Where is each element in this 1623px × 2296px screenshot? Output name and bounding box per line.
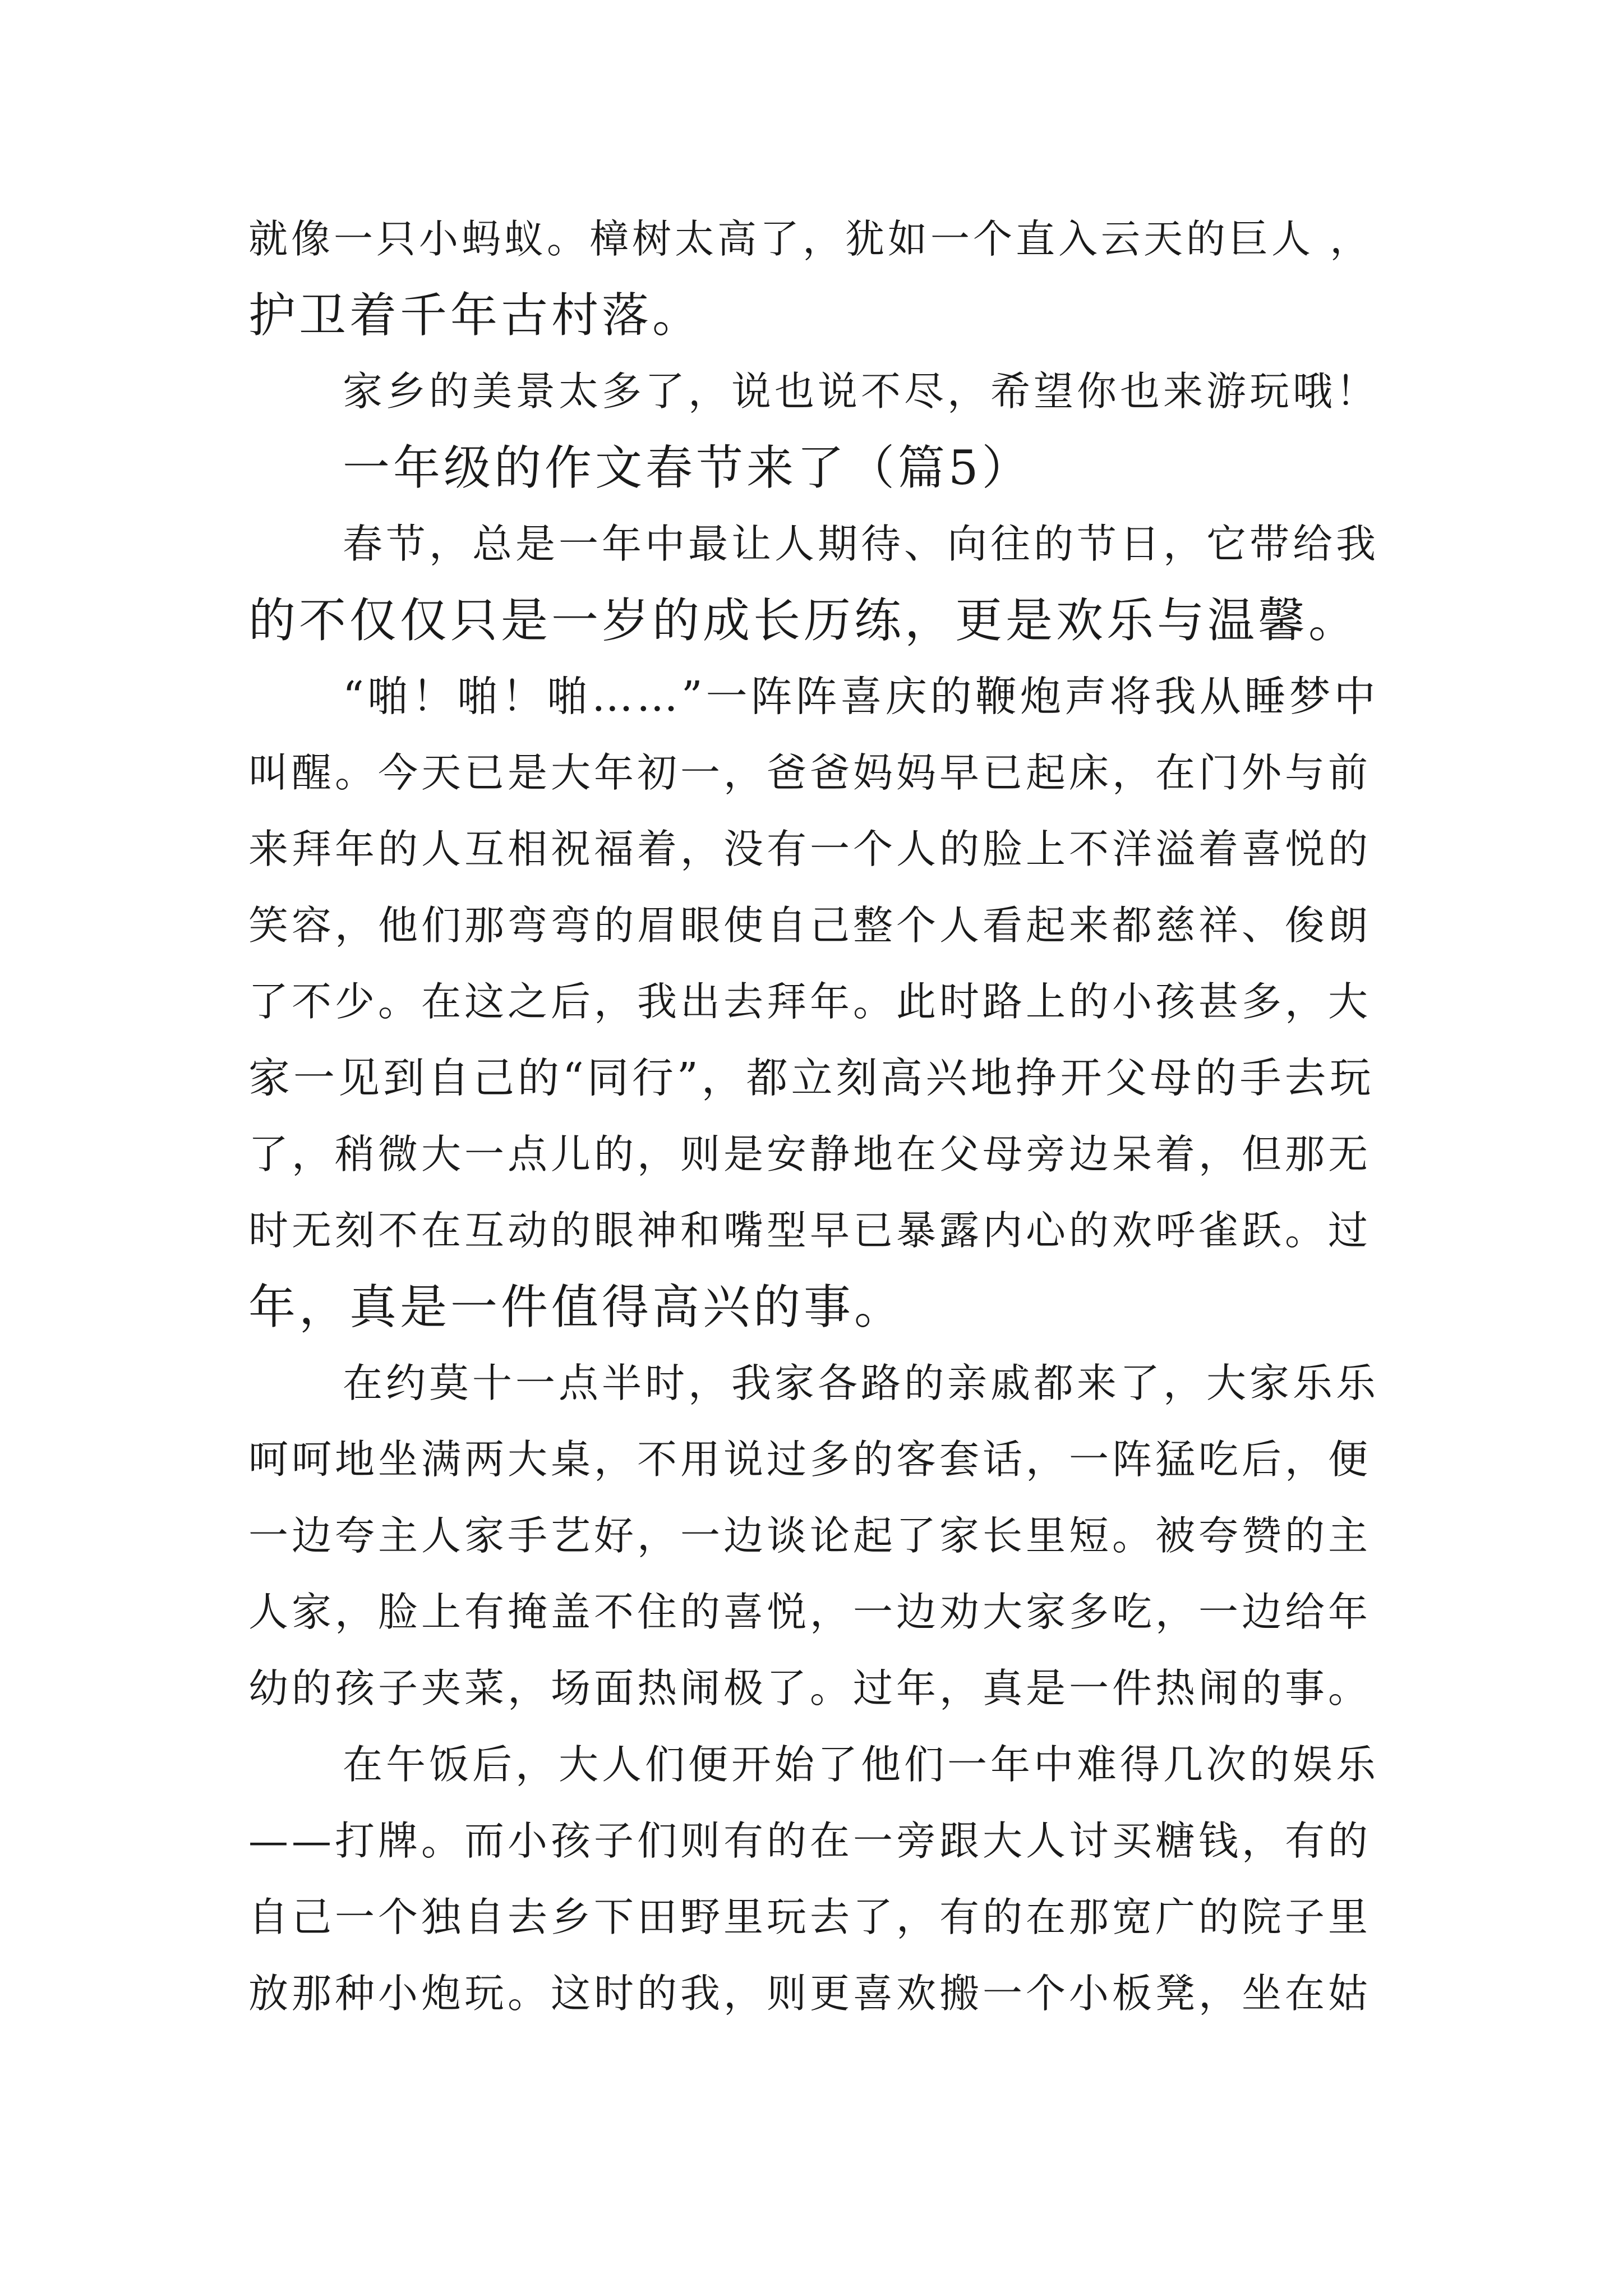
text-line: 在约莫十一点半时，我家各路的亲戚都来了，大家乐乐 xyxy=(343,1360,1380,1406)
text-line: 了，稍微大一点儿的，则是安静地在父母旁边呆着，但那无 xyxy=(248,1131,1372,1177)
text-line: 放那种小炮玩。这时的我，则更喜欢搬一个小板凳，坐在姑 xyxy=(248,1970,1372,2017)
text-line: 家乡的美景太多了，说也说不尽，希望你也来游玩哦！ xyxy=(343,368,1380,415)
text-line: 笑容，他们那弯弯的眉眼使自己整个人看起来都慈祥、俊朗 xyxy=(248,902,1372,949)
text-line: 家一见到自己的“同行”，都立刻高兴地挣开父母的手去玩 xyxy=(248,1054,1375,1102)
text-line: 的不仅仅只是一岁的成长历练，更是欢乐与温馨。 xyxy=(248,593,1359,648)
text-line: 幼的孩子夹菜，场面热闹极了。过年，真是一件热闹的事。 xyxy=(248,1665,1372,1711)
text-line: 了不少。在这之后，我出去拜年。此时路上的小孩甚多，大 xyxy=(248,978,1372,1025)
essay-body xyxy=(248,201,1381,2032)
section-heading: 一年级的作文春节来了（篇5） xyxy=(343,440,1032,495)
text-line: 叫醒。今天已是大年初一，爸爸妈妈早已起床，在门外与前 xyxy=(248,749,1372,796)
text-line: 来拜年的人互相祝福着，没有一个人的脸上不洋溢着喜悦的 xyxy=(248,826,1372,872)
text-line: 人家，脸上有掩盖不住的喜悦，一边劝大家多吃，一边给年 xyxy=(248,1589,1372,1635)
text-line: ——打牌。而小孩子们则有的在一旁跟大人讨买糖钱，有的 xyxy=(248,1818,1372,1864)
text-line: 时无刻不在互动的眼神和嘴型早已暴露内心的欢呼雀跃。过 xyxy=(248,1207,1372,1254)
text-line: 一边夸主人家手艺好，一边谈论起了家长里短。被夸赞的主 xyxy=(248,1512,1372,1559)
text-line: 年，真是一件值得高兴的事。 xyxy=(248,1280,905,1335)
text-line: 春节，总是一年中最让人期待、向往的节日，它带给我 xyxy=(343,521,1380,567)
text-line: 呵呵地坐满两大桌，不用说过多的客套话，一阵猛吃后，便 xyxy=(248,1436,1372,1483)
text-line: 自己一个独自去乡下田野里玩去了，有的在那宽广的院子里 xyxy=(248,1894,1372,1940)
text-line: 就像一只小蚂蚁。樟树太高了，犹如一个直入云天的巨人 ， xyxy=(248,216,1373,262)
text-line: 在午饭后，大人们便开始了他们一年中难得几次的娱乐 xyxy=(343,1741,1380,1788)
text-line: 护卫着千年古村落。 xyxy=(248,288,703,343)
text-line: “啪！啪！啪……”一阵阵喜庆的鞭炮声将我从睡梦中 xyxy=(343,673,1379,721)
